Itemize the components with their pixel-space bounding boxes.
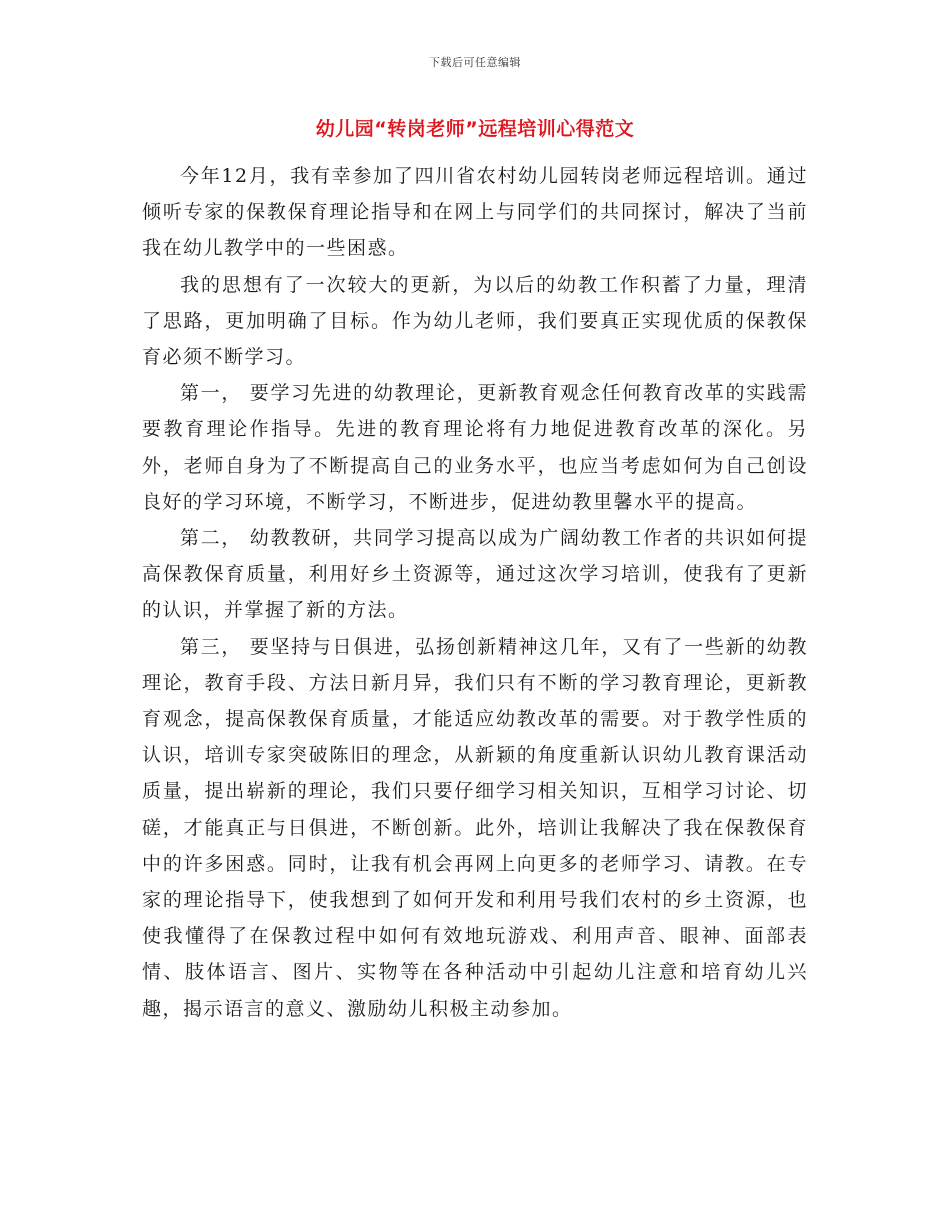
- paragraph-intro: 今年12月，我有幸参加了四川省农村幼儿园转岗老师远程培训。通过倾听专家的保教保育理论指导和在网上与同学们的共同探讨，解决了当前我在幼儿教学中的一些困惑。: [142, 165, 808, 260]
- paragraph-reflection: 我的思想有了一次较大的更新，为以后的幼教工作积蓄了力量，理清了思路，更加明确了目标。作为幼儿老师，我们要真正实现优质的保教保育必须不断学习。: [142, 273, 808, 369]
- document-title: 幼儿园“转岗老师”远程培训心得范文: [315, 118, 635, 140]
- header-note: 下载后可任意编辑: [429, 56, 521, 69]
- paragraph-second-point: 第二， 幼教教研，共同学习提高以成为广阔幼教工作者的共识如何提高保教保育质量，利用好乡土资源等，通过这次学习培训，使我有了更新的认识，并掌握了新的方法。: [142, 527, 808, 622]
- document-body: [142, 158, 808, 1027]
- paragraph-first-point: 第一， 要学习先进的幼教理论，更新教育观念任何教育改革的实践需要教育理论作指导。先进的教育理论将有力地促进教育改革的深化。另外，老师自身为了不断提高自己的业务水平，也应当考虑如何为自己创设良好的学习环境，不断学习，不断进步，促进幼教里馨水平的提高。: [142, 382, 808, 513]
- paragraph-third-point: 第三， 要坚持与日俱进，弘扬创新精神这几年，又有了一些新的幼教理论，教育手段、方法日新月异，我们只有不断的学习教育理论，更新教育观念，提高保教保育质量，才能适应幼教改革的需要。对于教学性质的认识，培训专家突破陈旧的理念，从新颖的角度重新认识幼儿教育课活动质量，提出崭新的理论，我们只要仔细学习相关知识，互相学习讨论、切磋，才能真正与日俱进，不断创新。此外，培训让我解决了我在保教保育中的许多困惑。同时，让我有机会再网上向更多的老师学习、请教。在专家的理论指导下，使我想到了如何开发和利用号我们农村的乡土资源，也使我懂得了在保教过程中如何有效地玩游戏、利用声音、眼神、面部表情、肢体语言、图片、实物等在各种活动中引起幼儿注意和培育幼儿兴趣，揭示语言的意义、激励幼儿积极主动参加。: [142, 635, 808, 1020]
